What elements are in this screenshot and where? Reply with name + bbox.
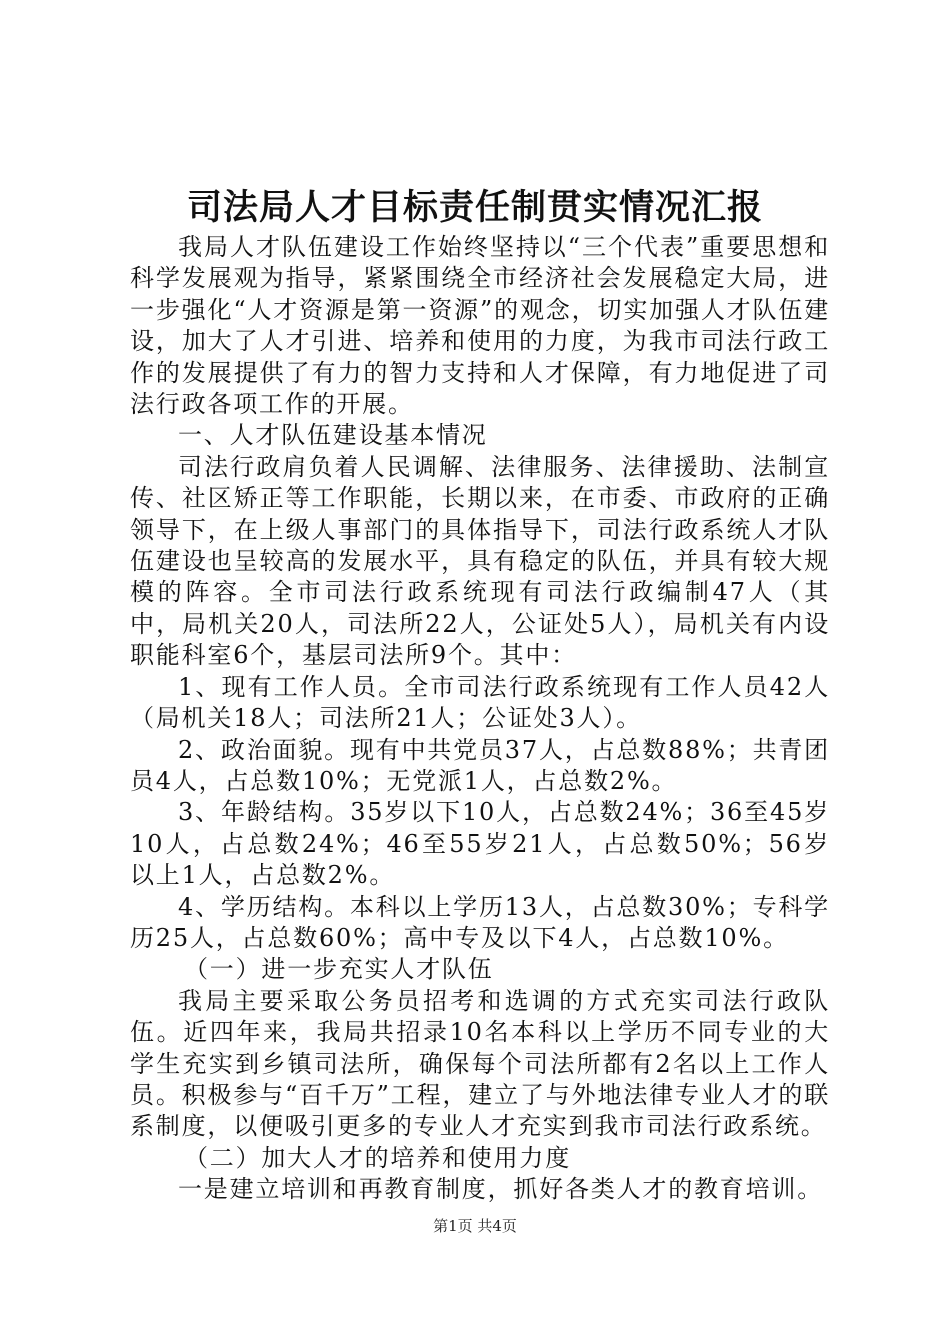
paragraph-overview: 司法行政肩负着人民调解、法律服务、法律援助、法制宣传、社区矫正等工作职能，长期以来，在市委、市政府的正确领导下，在上级人事部门的具体指导下，司法行政系统人才队伍建设也呈较高的发展水平，具有稳定的队伍，并具有较大规模的阵容。全市司法行政系统现有司法行政编制47人（其中，局机关20人，司法所22人，公证处5人），局机关有内设职能科室6个，基层司法所9个。其中： <box>130 452 830 670</box>
paragraph-item-4: 4、学历结构。本科以上学历13人，占总数30%；专科学历25人，占总数60%；高中专及以下4人，占总数10%。 <box>130 892 830 952</box>
paragraph-item-1: 1、现有工作人员。全市司法行政系统现有工作人员42人（局机关18人；司法所21人；公证处3人）。 <box>130 672 830 733</box>
document-body <box>130 232 830 1206</box>
subsection-heading-1: （一）进一步充实人才队伍 <box>184 955 494 984</box>
subsection-heading-2: （二）加大人才的培养和使用力度 <box>184 1143 571 1172</box>
paragraph-training: 一是建立培训和再教育制度，抓好各类人才的教育培训。 <box>178 1175 823 1204</box>
paragraph-item-3: 3、年龄结构。35岁以下10人，占总数24%；36至45岁10人，占总数24%；46至55岁21人，占总数50%；56岁以上1人，占总数2%。 <box>130 798 830 890</box>
document-title: 司法局人才目标责任制贯实情况汇报 <box>186 187 763 228</box>
paragraph-item-2: 2、政治面貌。现有中共党员37人，占总数88%；共青团员4人，占总数10%；无党派1人，占总数2%。 <box>130 735 830 795</box>
intro-paragraph: 我局人才队伍建设工作始终坚持以“三个代表”重要思想和科学发展观为指导，紧紧围绕全市经济社会发展稳定大局，进一步强化“人才资源是第一资源”的观念，切实加强人才队伍建设，加大了人才引进、培养和使用的力度，为我市司法行政工作的发展提供了有力的智力支持和人才保障，有力地促进了司法行政各项工作的开展。 <box>130 233 830 419</box>
paragraph-recruitment: 我局主要采取公务员招考和选调的方式充实司法行政队伍。近四年来，我局共招录10名本科以上学历不同专业的大学生充实到乡镇司法所，确保每个司法所都有2名以上工作人员。积极参与“百千万”工程，建立了与外地法律专业人才的联系制度，以便吸引更多的专业人才充实到我市司法行政系统。 <box>130 986 830 1141</box>
section-heading-1: 一、人才队伍建设基本情况 <box>178 421 488 450</box>
page-footer: 第1页 共4页 <box>433 1217 517 1235</box>
